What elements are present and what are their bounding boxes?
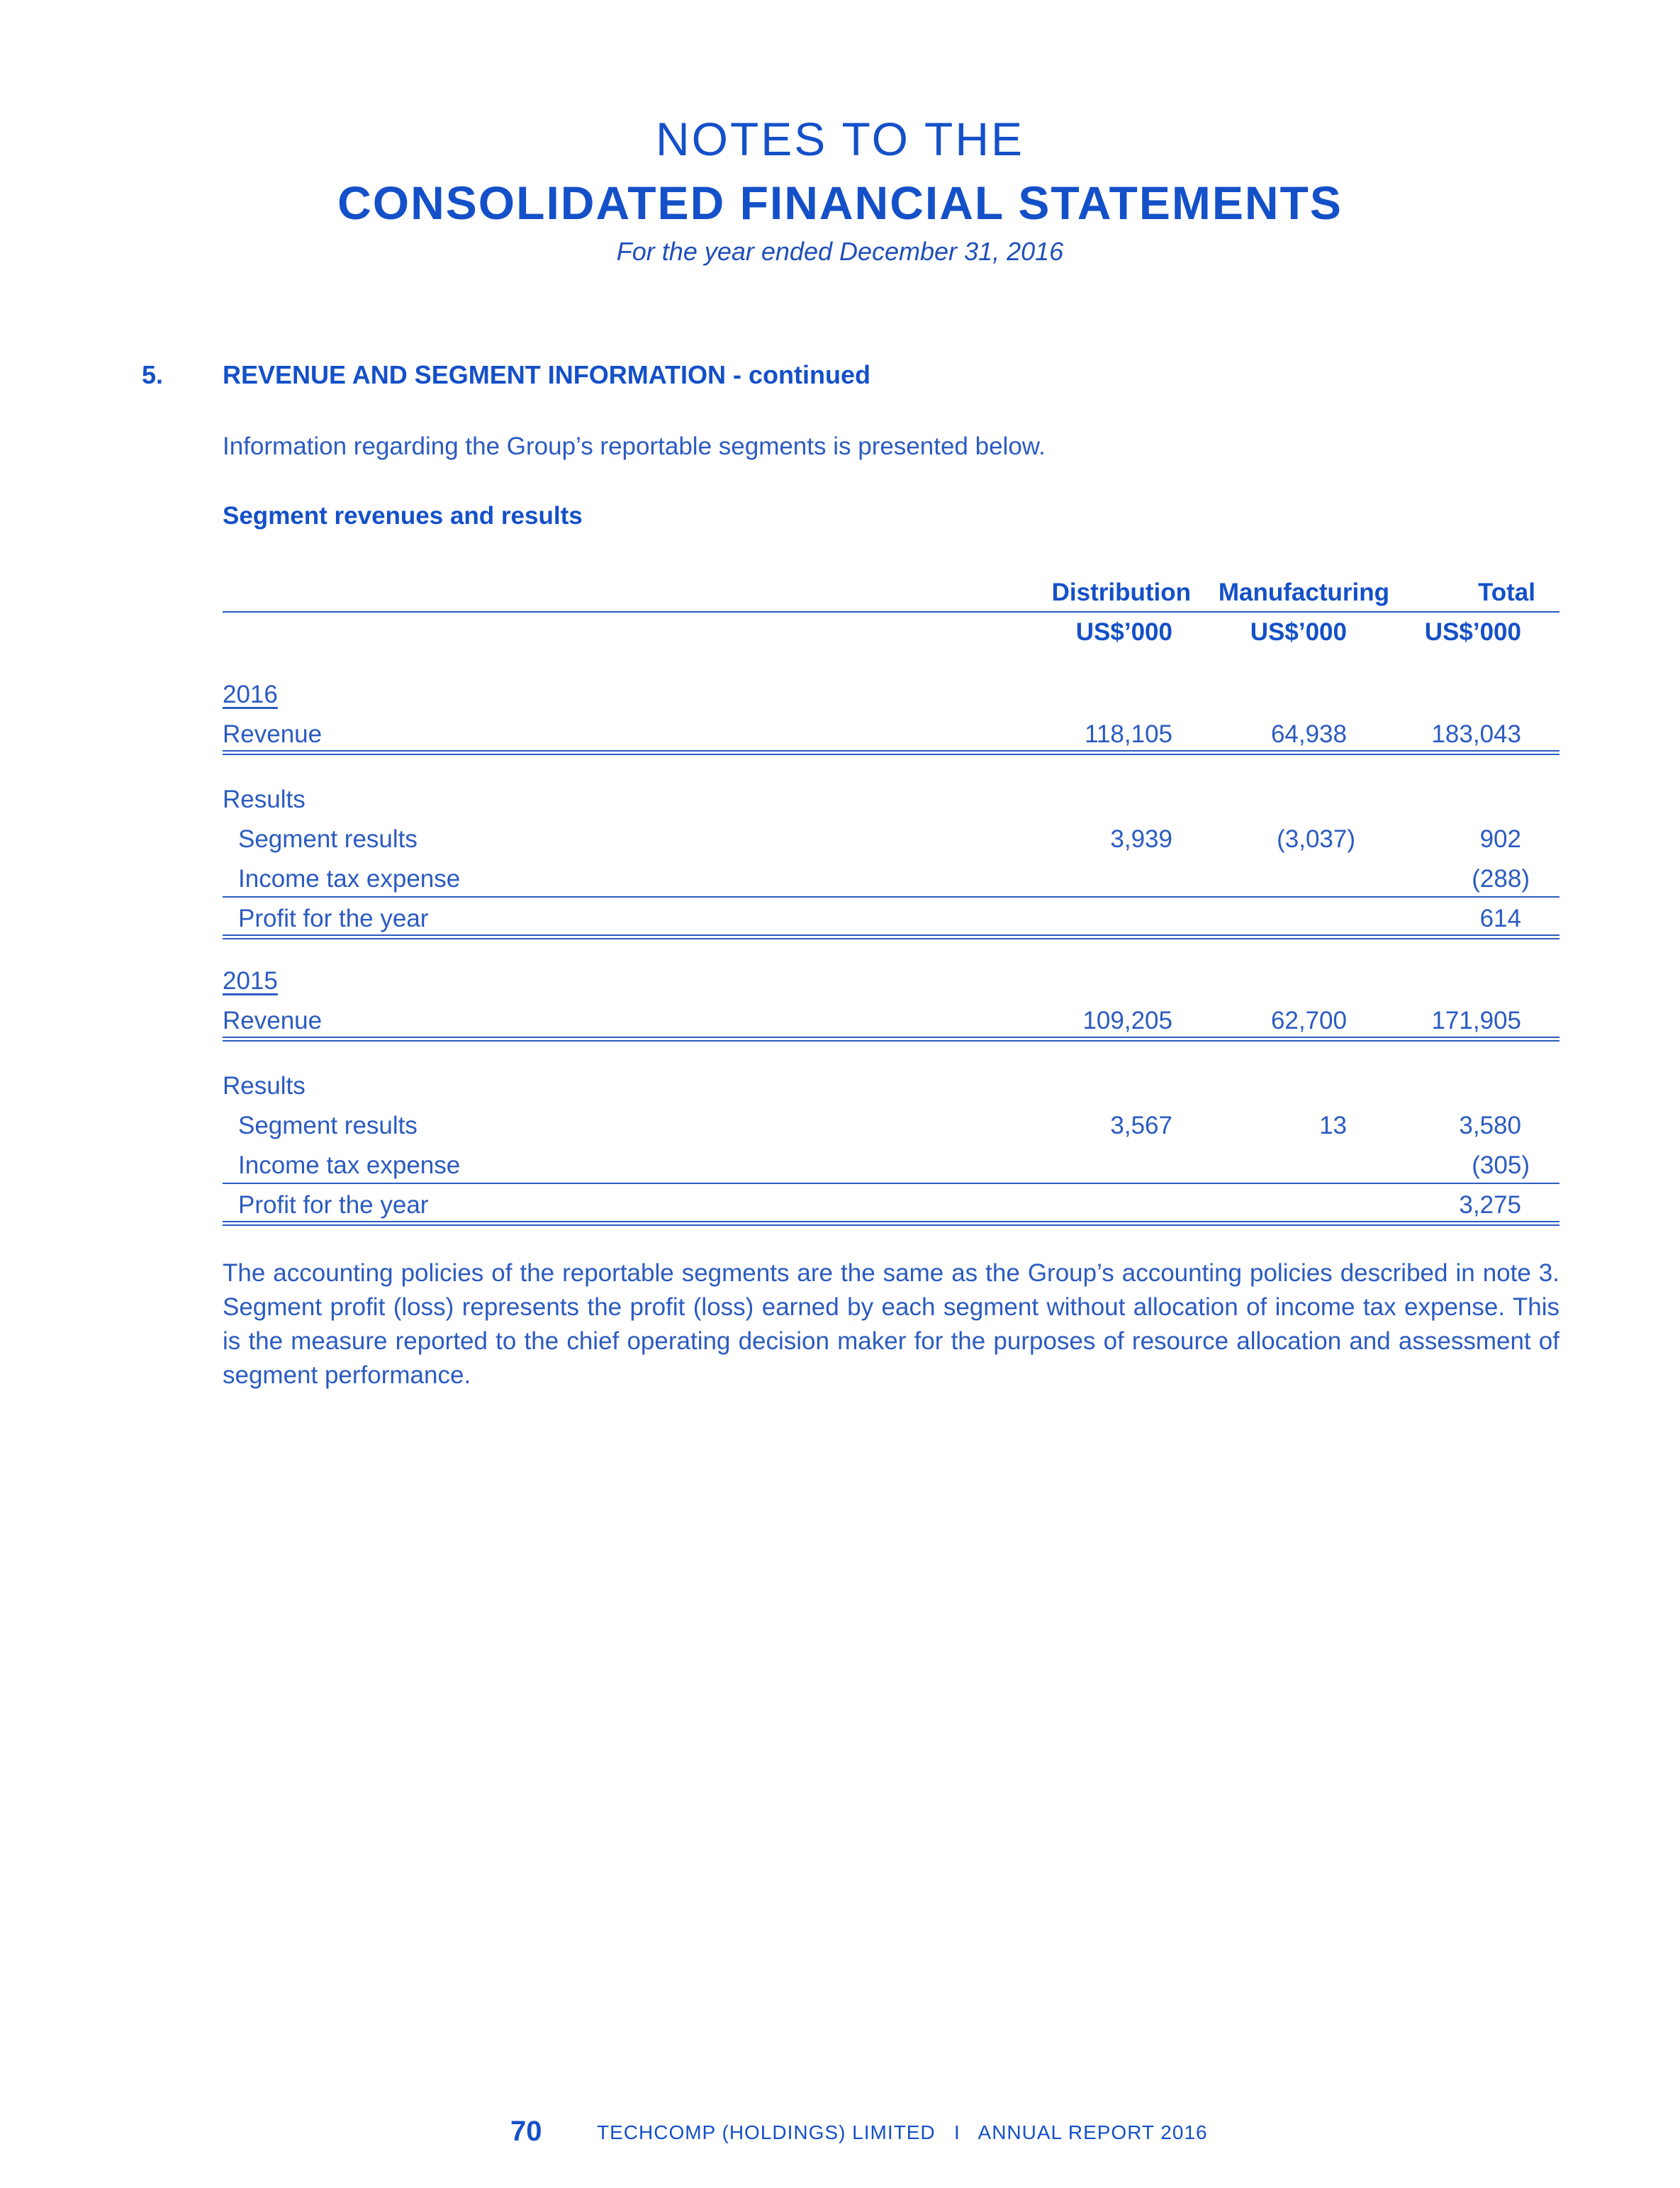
income-tax-2015-rule: [223, 1183, 1559, 1184]
segment-results-2015-total: 3,580: [1459, 1112, 1521, 1139]
profit-2016-total: 614: [1479, 905, 1521, 932]
col-unit-distribution: US$’000: [1075, 618, 1172, 646]
income-tax-2016-total: (288): [1472, 865, 1530, 893]
income-tax-2015-total: (305): [1472, 1151, 1530, 1179]
col-header-distribution: Distribution: [1051, 579, 1191, 606]
segment-results-2016-label: Segment results: [238, 825, 418, 853]
page-title-line1: NOTES TO THE: [655, 113, 1025, 165]
segment-results-2016-manufacturing: (3,037): [1277, 825, 1355, 853]
profit-2015-label: Profit for the year: [238, 1191, 429, 1219]
note-paragraph: The accounting policies of the reportable segments are the same as the Group’s accounting policies described in note 3. Segment profit (loss) represents the profit (loss) earned by each segment without allocation of income tax expense. This is the measure reported to the chief operating decision maker for the purposes of resource allocation and assessment of segment performance.: [223, 1259, 1559, 1389]
revenue-2015-total: 171,905: [1431, 1007, 1521, 1034]
year-2016-label: 2016: [223, 681, 278, 708]
segment-results-2016-distribution: 3,939: [1110, 825, 1172, 853]
section-number: 5.: [142, 360, 164, 389]
year-2015-label: 2015: [223, 967, 278, 995]
section-title: REVENUE AND SEGMENT INFORMATION - continued: [223, 360, 870, 389]
results-2016-label: Results: [223, 786, 306, 813]
col-unit-manufacturing: US$’000: [1250, 618, 1347, 646]
income-tax-2016-label: Income tax expense: [238, 865, 461, 893]
footer-text: TECHCOMP (HOLDINGS) LIMITED I ANNUAL REPORT 2016: [597, 2121, 1208, 2143]
page-subtitle: For the year ended December 31, 2016: [616, 237, 1064, 266]
revenue-2016-rule: [223, 750, 1559, 755]
revenue-2016-manufacturing: 64,938: [1270, 720, 1347, 748]
revenue-2016-label: Revenue: [223, 720, 323, 748]
revenue-2015-label: Revenue: [223, 1007, 323, 1034]
segment-results-2016-total: 902: [1479, 825, 1521, 853]
revenue-2015-rule: [223, 1037, 1559, 1042]
revenue-2016-total: 183,043: [1431, 720, 1521, 748]
col-unit-total: US$’000: [1424, 618, 1521, 646]
revenue-2015-distribution: 109,205: [1082, 1007, 1172, 1034]
header-rule: [223, 611, 1559, 613]
income-tax-2016-rule: [223, 896, 1559, 898]
revenue-2015-manufacturing: 62,700: [1270, 1007, 1347, 1034]
col-header-manufacturing: Manufacturing: [1218, 579, 1389, 606]
profit-2016-rule: [223, 934, 1559, 939]
income-tax-2015-label: Income tax expense: [238, 1151, 461, 1179]
section-intro: Information regarding the Group’s reportable segments is presented below.: [223, 432, 1046, 460]
profit-2015-total: 3,275: [1459, 1191, 1521, 1219]
profit-2015-rule: [223, 1221, 1559, 1226]
col-header-total: Total: [1477, 579, 1535, 606]
profit-2016-label: Profit for the year: [238, 905, 429, 932]
results-2015-label: Results: [223, 1072, 306, 1100]
segment-results-2015-manufacturing: 13: [1319, 1112, 1347, 1139]
revenue-2016-distribution: 118,105: [1085, 720, 1172, 748]
segment-results-2015-distribution: 3,567: [1110, 1112, 1172, 1139]
subheading: Segment revenues and results: [223, 502, 583, 530]
page-title-line2: CONSOLIDATED FINANCIAL STATEMENTS: [337, 177, 1343, 229]
page-number: 70: [510, 2116, 542, 2147]
segment-results-2015-label: Segment results: [238, 1112, 418, 1139]
